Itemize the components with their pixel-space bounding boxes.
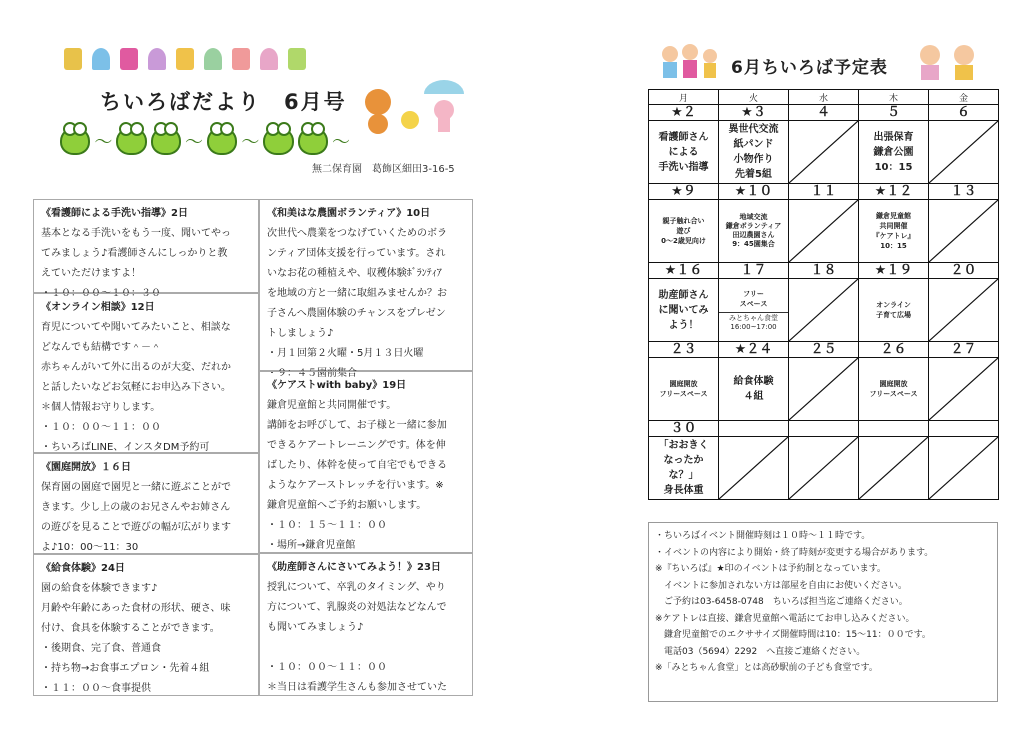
- event-text-line: ・月１回第２火曜・5月１３日火曜: [267, 348, 424, 359]
- event-label: 地域交流 鎌倉ボランティア 田辺農園さん 9：45園集合: [725, 213, 782, 248]
- date-number: ★１２: [859, 184, 929, 200]
- event-text-line: の遊びを見ることで遊びの幅が広がります: [41, 522, 231, 533]
- event-text-line: てみましょう♪看護師さんにしっかりと教: [41, 248, 228, 259]
- event-text-line: 子さんへ農園体験のチャンスをプレゼン: [267, 308, 446, 319]
- date-number: １７: [719, 263, 789, 279]
- event-text-line: 基本となる手洗いをもう一度、聞いてやっ: [41, 228, 231, 239]
- weekday-label: 月: [649, 90, 719, 105]
- date-number: [929, 421, 999, 437]
- event-cell: [719, 279, 789, 342]
- weekday-label: 水: [789, 90, 859, 105]
- date-number: ３０: [649, 421, 719, 437]
- event-text-line: 月齢や年齢にあった食材の形状、硬さ、味: [41, 603, 231, 614]
- event-row: [649, 437, 999, 500]
- event-text-line: 授乳について、卒乳のタイミング、やり: [267, 582, 446, 593]
- event-text-line: ・１０：００～１０：３０: [41, 288, 161, 299]
- event-heading: 《給食体験》24日: [41, 563, 125, 574]
- no-event-cell: [859, 437, 929, 500]
- event-heading: 《助産師さんにさいてみよう！》23日: [267, 562, 441, 573]
- no-event-cell: [719, 437, 789, 500]
- event-text-line: ・１１：００～食事提供: [41, 683, 151, 694]
- frog-icon: [60, 127, 90, 155]
- note-line: ・イベントの内容により開始・終了時刻が変更する場合があります。: [655, 547, 934, 558]
- event-heading: 《オンライン相談》12日: [41, 302, 155, 313]
- no-event-cell: [789, 437, 859, 500]
- event-label: 異世代交流 紙パンド 小物作り 先着5組: [728, 124, 779, 180]
- event-text-line: ・場所→鎌倉児童館: [267, 540, 356, 551]
- date-number: ２７: [929, 342, 999, 358]
- date-number: ５: [859, 105, 929, 121]
- event-text-line: ・ちいろばLINE、インスタDM予約可: [41, 442, 210, 453]
- date-number: [719, 421, 789, 437]
- frog-icon: [298, 127, 328, 155]
- no-event-cell: [789, 358, 859, 421]
- event-text-line: ようなケアーストレッチを行います。※: [267, 480, 444, 491]
- event-text-line: 付け、食具を体験することができます。: [41, 623, 220, 634]
- event-cell: [649, 121, 719, 184]
- date-number: ★９: [649, 184, 719, 200]
- event-box: [259, 199, 473, 379]
- event-text-line: 保育園の園庭で園児と一緒に遊ぶことがで: [41, 482, 231, 493]
- no-event-cell: [929, 279, 999, 342]
- event-label: 「おおきく なったか な？」 身長体重: [658, 440, 709, 496]
- event-row: [649, 358, 999, 421]
- umbrella-icon: [148, 48, 166, 70]
- note-line: 鎌倉児童館でのエクササイズ開催時間は10：15～11：００です。: [655, 630, 931, 640]
- date-number: ２３: [649, 342, 719, 358]
- event-cell: [649, 358, 719, 421]
- event-text-line: ・９：４５園前集合: [267, 368, 357, 379]
- event-label: 園庭開放 フリースペース: [659, 380, 708, 398]
- event-text-line: 育児についてや聞いてみたいこと、相談な: [41, 322, 231, 333]
- event-text-line: 園の給食を体験できます♪: [41, 583, 158, 594]
- event-text-line: 赤ちゃんがいて外に出るのが大変、だれか: [41, 362, 231, 373]
- no-event-cell: [789, 121, 859, 184]
- event-text-line: 方について、乳腺炎の対処法などなんで: [267, 602, 447, 613]
- date-row: [649, 342, 999, 358]
- boot-icon: [64, 48, 82, 70]
- no-event-cell: [929, 437, 999, 500]
- event-text-line: ・後期食、完了食、普通食: [41, 643, 161, 654]
- event-text-line: ばしたり、体幹を使って自宅でもできる: [267, 460, 447, 471]
- event-text-line: どなんでも結構です＾－＾: [41, 342, 161, 353]
- event-text-line: えていただけますよ！: [41, 268, 141, 279]
- event-cell: [859, 121, 929, 184]
- frog-decoration: 〜 〜 〜 〜: [60, 126, 350, 156]
- date-number: １３: [929, 184, 999, 200]
- event-cell: [719, 121, 789, 184]
- event-text-line: 講師をお呼びして、お子様と一緒に参加: [267, 420, 447, 431]
- date-number: ★２: [649, 105, 719, 121]
- animals-with-umbrellas-illustration: [358, 80, 468, 135]
- event-row: [649, 279, 999, 342]
- newsletter-title: ちいろばだより 6月号: [100, 90, 347, 114]
- event-label: 親子触れ合い 遊び 0～2歳児向け: [661, 217, 706, 245]
- frog-icon: [151, 127, 181, 155]
- umbrella-icon: [204, 48, 222, 70]
- event-row: [649, 121, 999, 184]
- event-text-line: いなお花の種植えや、収穫体験ﾎﾞﾗﾝﾃｨｱ: [267, 268, 442, 279]
- note-line: ※「みとちゃん食堂」とは高砂駅前の子ども食堂です。: [655, 663, 878, 673]
- date-number: ４: [789, 105, 859, 121]
- event-text-line: [267, 638, 465, 658]
- event-box: [259, 371, 473, 553]
- event-cell: [649, 279, 719, 342]
- note-line: イベントに参加されない方は部屋を自由にお使いください。: [655, 580, 908, 591]
- event-text-line: ・１０：１５～１１：００: [267, 520, 387, 531]
- date-row: [649, 184, 999, 200]
- event-heading: 《園庭開放》１６日: [41, 462, 131, 473]
- date-number: ２０: [929, 263, 999, 279]
- event-box: [33, 453, 259, 554]
- event-cell: [649, 200, 719, 263]
- date-number: ★２４: [719, 342, 789, 358]
- boot-icon: [232, 48, 250, 70]
- event-text-line: ・持ち物→お食事エプロン・先着４組: [41, 663, 210, 674]
- no-event-cell: [929, 200, 999, 263]
- schedule-notes: [648, 522, 998, 702]
- event-heading: 《ケアストwith baby》19日: [267, 380, 407, 391]
- date-number: ★３: [719, 105, 789, 121]
- event-text-line: きます。少し上の歳のお兄さんやお姉さん: [41, 502, 231, 513]
- event-label: オンライン 子育て広場: [876, 301, 911, 319]
- note-line: ※ケアトレは直接、鎌倉児童館へ電話にてお申し込みください。: [655, 613, 915, 624]
- event-row: [649, 200, 999, 263]
- note-line: ご予約は03-6458-0748 ちいろば担当迄ご連絡ください。: [655, 597, 908, 607]
- no-event-cell: [929, 121, 999, 184]
- event-text-line: も聞いてみましょう♪: [267, 622, 364, 633]
- event-box: [33, 199, 259, 299]
- event-box: [259, 553, 473, 696]
- note-line: ※『ちいろば』★印のイベントは予約制となっています。: [655, 564, 886, 574]
- event-label: 助産師さん に聞いてみ よう！: [658, 289, 709, 331]
- rainy-items-decoration: [64, 44, 364, 74]
- frog-icon: [263, 127, 293, 155]
- weekday-label: 金: [929, 90, 999, 105]
- nursery-address: 無二保育園 葛飾区細田3-16-5: [312, 164, 455, 175]
- date-number: １１: [789, 184, 859, 200]
- boot-icon: [176, 48, 194, 70]
- event-text-line: ＊当日は看護学生さんも参加させていた: [267, 682, 447, 693]
- event-heading: 《和美はな農園ボランティア》10日: [267, 208, 431, 219]
- event-box: [33, 554, 259, 696]
- frog-icon: [207, 127, 237, 155]
- children-illustration: [912, 40, 984, 82]
- event-label: フリー スペース: [739, 289, 768, 308]
- weekday-label: 木: [859, 90, 929, 105]
- date-number: ２５: [789, 342, 859, 358]
- event-sublabel: みとちゃん食堂 16:00~17:00: [719, 312, 788, 332]
- event-text-line: 次世代へ農業をつなげていくためのボラ: [267, 228, 447, 239]
- event-cell: [859, 358, 929, 421]
- event-label: 給食体験 ４組: [733, 376, 774, 402]
- umbrella-icon: [92, 48, 110, 70]
- event-cell: [649, 437, 719, 500]
- event-text-line: ＊個人情報お守りします。: [41, 402, 161, 413]
- event-box: [33, 293, 259, 453]
- event-cell: [719, 200, 789, 263]
- boot-icon: [120, 48, 138, 70]
- boot-icon: [288, 48, 306, 70]
- no-event-cell: [789, 279, 859, 342]
- event-cell: [859, 200, 929, 263]
- event-label: 鎌倉児童館 共同開催 『ケアトレ』 10：15: [872, 212, 915, 250]
- date-number: [859, 421, 929, 437]
- weekday-header-row: [649, 90, 999, 105]
- date-number: [789, 421, 859, 437]
- no-event-cell: [789, 200, 859, 263]
- weekday-label: 火: [719, 90, 789, 105]
- event-label: 園庭開放 フリースペース: [869, 380, 918, 398]
- event-text-line: と話したいなどお気軽にお申込み下さい。: [41, 382, 231, 393]
- date-number: １８: [789, 263, 859, 279]
- date-number: ６: [929, 105, 999, 121]
- date-number: ★１６: [649, 263, 719, 279]
- children-illustration: [656, 40, 721, 82]
- date-number: ２６: [859, 342, 929, 358]
- note-line: ・ちいろばイベント開催時刻は１０時～１１時です。: [655, 531, 871, 541]
- date-number: ★１０: [719, 184, 789, 200]
- event-cell: [719, 358, 789, 421]
- no-event-cell: [929, 358, 999, 421]
- schedule-title: 6月ちいろば予定表: [731, 58, 888, 78]
- frog-icon: [116, 127, 146, 155]
- event-label: 看護師さん による 手洗い指導: [658, 131, 709, 173]
- event-text-line: よ♪10：00～11：30: [41, 542, 139, 553]
- event-text-line: を地域の方と一緒に取組みませんか？お: [267, 288, 447, 299]
- date-row: [649, 421, 999, 437]
- event-label: 出張保育 鎌倉公園 10：15: [873, 131, 914, 173]
- event-text-line: ンティア団体支援を行っています。され: [267, 248, 446, 259]
- event-text-line: 鎌倉児童館と共同開催です。: [267, 400, 397, 411]
- event-text-line: ・１０：００～１１：００: [267, 662, 387, 673]
- event-heading: 《看護師による手洗い指導》2日: [41, 208, 188, 219]
- event-text-line: 鎌倉児童館へご予約お願いします。: [267, 500, 427, 511]
- event-text-line: トしましょう♪: [267, 328, 334, 339]
- umbrella-icon: [260, 48, 278, 70]
- date-number: ★１９: [859, 263, 929, 279]
- date-row: [649, 105, 999, 121]
- date-row: [649, 263, 999, 279]
- note-line: 電話03（5694）2292 へ直接ご連絡ください。: [655, 646, 866, 657]
- event-text-line: できるケアートレーニングです。体を伸: [267, 440, 446, 451]
- schedule-calendar: [648, 89, 999, 500]
- event-cell: [859, 279, 929, 342]
- event-text-line: ・１０：００～１１：００: [41, 422, 161, 433]
